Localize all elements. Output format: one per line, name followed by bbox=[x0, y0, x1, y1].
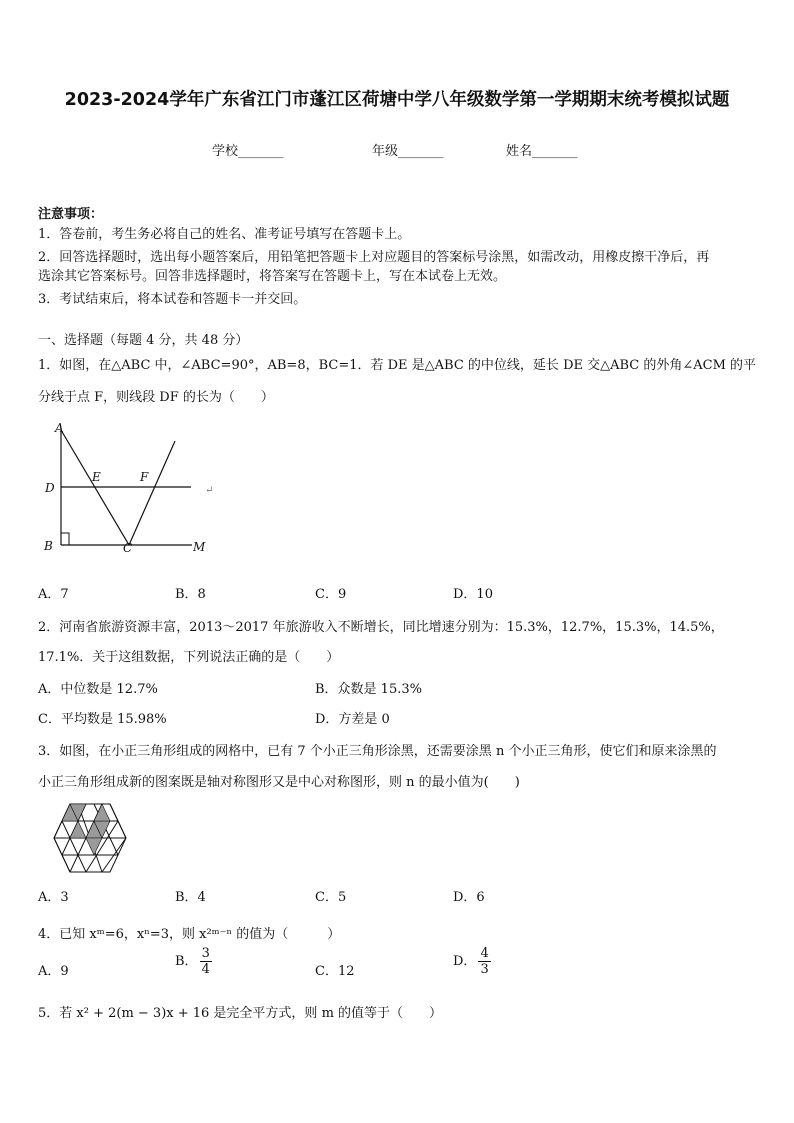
label-C: C bbox=[123, 541, 133, 555]
label-B: B bbox=[44, 539, 53, 553]
denominator: 4 bbox=[201, 962, 210, 977]
option-c: C．5 bbox=[315, 890, 347, 905]
note-item: 3．考试结束后，将本试卷和答题卡一并交回。 bbox=[38, 292, 307, 307]
option-b: B．8 bbox=[175, 587, 206, 602]
label-F: F bbox=[140, 470, 149, 484]
option-a: A．9 bbox=[38, 964, 69, 979]
question-3-text: 3．如图，在小正三角形组成的网格中，已有 7 个小正三角形涂黑，还需要涂黑 n 个小正三角形，使它们和原来涂黑的 bbox=[38, 744, 717, 759]
question-2-text: 17.1%．关于这组数据，下列说法正确的是（ ） bbox=[38, 650, 340, 665]
question-3-text: 小正三角形组成新的图案既是轴对称图形又是中心对称图形，则 n 的最小值为( ) bbox=[38, 775, 520, 790]
school-field: 学校_______ bbox=[212, 144, 284, 159]
option-c: C．9 bbox=[315, 587, 347, 602]
exam-title: 2023-2024学年广东省江门市蓬江区荷塘中学八年级数学第一学期期末统考模拟试题 bbox=[64, 90, 730, 110]
option-d: D．方差是 0 bbox=[315, 712, 390, 727]
option-b bbox=[175, 946, 214, 977]
note-item: 1．答卷前，考生务必将自己的姓名、准考证号填写在答题卡上。 bbox=[38, 227, 411, 242]
label-E: E bbox=[92, 470, 101, 484]
option-c: C．12 bbox=[315, 964, 355, 979]
question-1-text: 1．如图，在△ABC 中，∠ABC=90°，AB=8，BC=1．若 DE 是△ABC 的中位线，延长 DE 交△ABC 的外角∠ACM 的平 bbox=[38, 358, 757, 373]
fraction bbox=[478, 946, 490, 977]
option-a: A．3 bbox=[38, 890, 69, 905]
question-3-triangle-grid bbox=[52, 802, 128, 874]
numerator: 4 bbox=[480, 946, 489, 961]
denominator: 3 bbox=[480, 962, 489, 977]
option-d bbox=[453, 946, 493, 977]
option-b: B．众数是 15.3% bbox=[315, 682, 422, 697]
notes-heading: 注意事项： bbox=[38, 207, 104, 222]
option-d-prefix: D． bbox=[453, 954, 477, 969]
option-d: D．6 bbox=[453, 890, 485, 905]
return-mark: ↵ bbox=[205, 485, 214, 496]
note-item: 2．回答选择题时，选出每小题答案后，用铅笔把答题卡上对应题目的答案标号涂黑，如需改动，用橡皮擦干净后，再 bbox=[38, 250, 710, 265]
question-1-figure bbox=[40, 420, 220, 558]
label-A: A bbox=[55, 421, 64, 435]
option-b-prefix: B． bbox=[175, 954, 198, 969]
note-item: 选涂其它答案标号。回答非选择题时，将答案写在答题卡上，写在本试卷上无效。 bbox=[38, 269, 507, 284]
question-4-text: 4．已知 xᵐ=6，xⁿ=3，则 x²ᵐ⁻ⁿ 的值为（ ） bbox=[38, 927, 341, 942]
question-2-text: 2．河南省旅游资源丰富，2013～2017 年旅游收入不断增长，同比增速分别为：15.3%，12.7%，15.3%，14.5%， bbox=[38, 620, 724, 635]
option-c: C．平均数是 15.98% bbox=[38, 712, 167, 727]
option-d: D．10 bbox=[453, 587, 493, 602]
name-field: 姓名_______ bbox=[506, 144, 578, 159]
section-heading: 一、选择题（每题 4 分，共 48 分） bbox=[38, 333, 249, 348]
option-a: A．中位数是 12.7% bbox=[38, 682, 158, 697]
option-a: A．7 bbox=[38, 587, 69, 602]
numerator: 3 bbox=[201, 946, 210, 961]
grade-field: 年级_______ bbox=[372, 144, 444, 159]
question-1-text: 分线于点 F，则线段 DF 的长为（ ） bbox=[38, 390, 274, 405]
option-b: B．4 bbox=[175, 890, 206, 905]
question-5-text: 5．若 x² + 2(m − 3)x + 16 是完全平方式，则 m 的值等于（ ） bbox=[38, 1006, 443, 1021]
label-D: D bbox=[45, 481, 55, 495]
label-M: M bbox=[193, 540, 206, 554]
fraction bbox=[200, 946, 212, 977]
